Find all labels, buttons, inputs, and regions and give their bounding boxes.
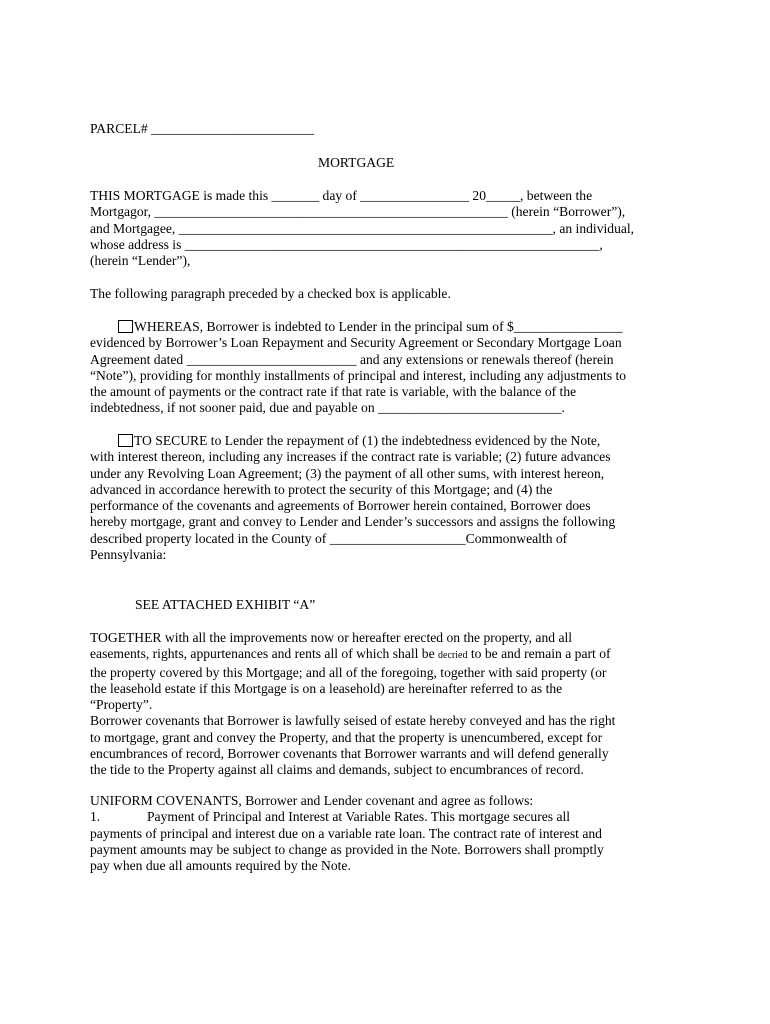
secure-paragraph (90, 433, 700, 563)
intro-line: THIS MORTGAGE is made this _______ day of ________________ 20_____, between the (90, 188, 593, 203)
secure-checkbox[interactable] (118, 434, 133, 447)
covenant-line: to mortgage, grant and convey the Property, and that the property is unencumbered, except for (90, 729, 603, 745)
whereas-line: the amount of payments or the contract rate if that rate is variable, with the balance of the (90, 384, 577, 400)
secure-first-text: TO SECURE to Lender the repayment of (1) the indebtedness evidenced by the Note, (134, 433, 601, 448)
whereas-line: evidenced by Borrower’s Loan Repayment and Security Agreement or Secondary Mortgage Loan (90, 335, 622, 351)
checkbox-note: The following paragraph preceded by a checked box is applicable. (90, 286, 451, 301)
secure-line: hereby mortgage, grant and convey to Lender and Lender’s successors and assigns the following (90, 514, 616, 530)
uniform-line: payment amounts may be subject to change as provided in the Note. Borrowers shall promptly (90, 841, 604, 857)
whereas-first-line (90, 319, 700, 335)
covenant-line: the tide to the Property against all claims and demands, subject to encumbrances of record. (90, 762, 584, 778)
intro-line: whose address is _____________________________________________________________, (90, 236, 603, 252)
together-line2-start: easements, rights, appurtenances and rents all of which shall be (90, 646, 439, 662)
intro-line: (herein “Lender”), (90, 253, 191, 269)
covenant-line: encumbrances of record, Borrower covenants that Borrower warrants and will defend generally (90, 746, 609, 762)
item-first-text: Payment of Principal and Interest at Variable Rates. This mortgage secures all (147, 809, 571, 825)
uniform-line: pay when due all amounts required by the Note. (90, 858, 351, 874)
secure-first-line (90, 433, 700, 449)
document-title: MORTGAGE (318, 155, 395, 170)
together-line: TOGETHER with all the improvements now or hereafter erected on the property, and all (90, 630, 573, 645)
intro-line: Mortgagor, ____________________________________________________ (herein “Borrower”), (90, 204, 626, 220)
secure-line: advanced in accordance herewith to protect the security of this Mortgage; and (4) the (90, 481, 553, 497)
together-small-word: decried (438, 650, 468, 662)
secure-line: with interest thereon, including any increases if the contract rate is variable; (2) future advances (90, 449, 611, 465)
intro-line: and Mortgagee, _______________________________________________________, an individual, (90, 220, 635, 236)
whereas-paragraph (90, 319, 700, 417)
secure-line: Pennsylvania: (90, 547, 167, 563)
uniform-covenants (90, 793, 700, 874)
together-paragraph (90, 630, 700, 779)
intro-paragraph (90, 188, 700, 269)
together-line: the leasehold estate if this Mortgage is on a leasehold) are hereinafter referred to as the (90, 680, 563, 696)
together-line: the property covered by this Mortgage; and all of the foregoing, together with said property (or (90, 664, 607, 680)
parcel-line: PARCEL# ________________________ (90, 121, 315, 136)
uniform-heading: UNIFORM COVENANTS, Borrower and Lender covenant and agree as follows: (90, 793, 534, 808)
secure-line: under any Revolving Loan Agreement; (3) the payment of all other sums, with interest hereon, (90, 465, 605, 481)
whereas-line: indebtedness, if not sooner paid, due and payable on ___________________________. (90, 400, 565, 416)
uniform-item-first-line (90, 809, 700, 825)
together-line2-end: to be and remain a part of (467, 646, 611, 662)
uniform-line: payments of principal and interest due on a variable rate loan. The contract rate of interest and (90, 825, 602, 841)
secure-line: performance of the covenants and agreements of Borrower herein contained, Borrower does (90, 498, 591, 514)
item-number: 1. (90, 809, 101, 825)
whereas-first-text: WHEREAS, Borrower is indebted to Lender in the principal sum of $________________ (134, 319, 623, 334)
whereas-line: “Note”), providing for monthly installments of principal and interest, including any adjustments to (90, 367, 627, 383)
together-line: “Property”. (90, 697, 153, 713)
exhibit-reference: SEE ATTACHED EXHIBIT “A” (135, 597, 316, 612)
whereas-line: Agreement dated _________________________ and any extensions or renewals thereof (herein (90, 351, 614, 367)
whereas-checkbox[interactable] (118, 320, 133, 333)
secure-line: described property located in the County of ____________________Commonwealth of (90, 530, 568, 546)
together-line (90, 646, 700, 664)
covenant-line: Borrower covenants that Borrower is lawfully seised of estate hereby conveyed and has the right (90, 713, 616, 729)
